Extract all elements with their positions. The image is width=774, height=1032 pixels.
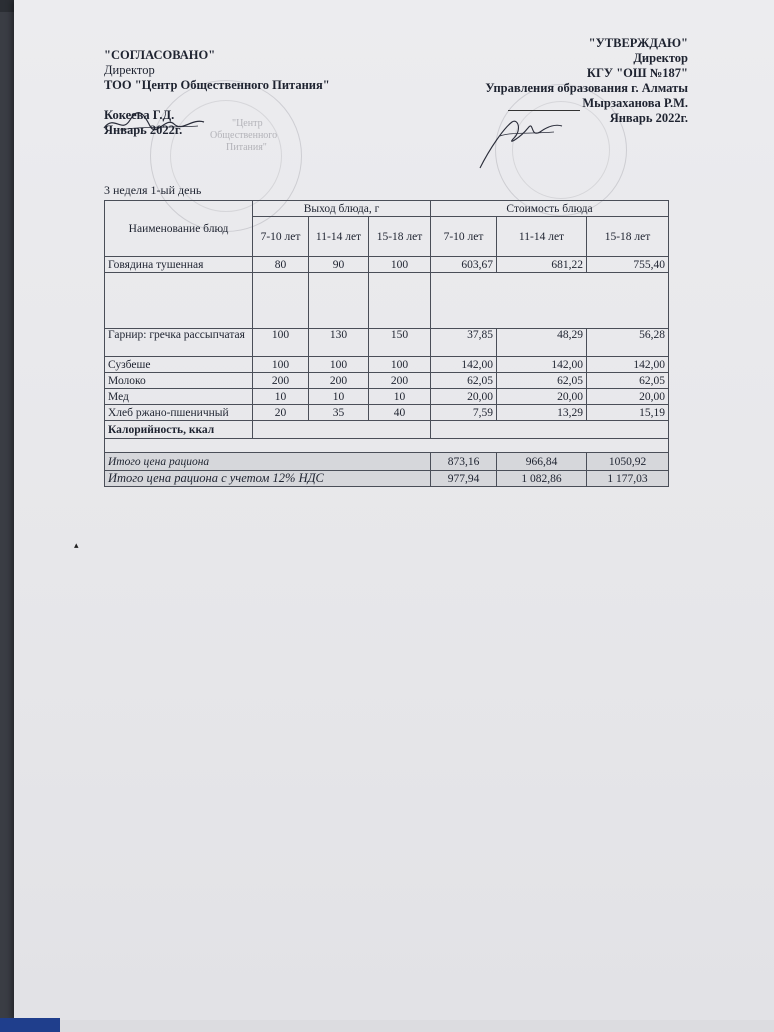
approval-left-date: Январь 2022г. <box>104 123 183 137</box>
total-vat-11-14: 1 082,86 <box>497 471 587 487</box>
total-7-10: 873,16 <box>431 453 497 471</box>
approval-left-block <box>104 48 330 138</box>
yield-15-18: 150 <box>369 329 431 357</box>
yield-7-10: 10 <box>253 389 309 405</box>
approval-right-signer: Мырзаханова Р.М. <box>582 96 688 110</box>
table-header-row <box>105 201 669 217</box>
yield-7-10: 200 <box>253 373 309 389</box>
dish-name: Сузбеше <box>105 357 253 373</box>
yield-11-14: 200 <box>309 373 369 389</box>
approval-left-title: "СОГЛАСОВАНО" <box>104 48 216 62</box>
yield-7-10: 100 <box>253 329 309 357</box>
yield-15-18: 100 <box>369 357 431 373</box>
table-row <box>105 373 669 389</box>
signature-line <box>508 98 580 111</box>
table-row <box>105 357 669 373</box>
dish-name: Мед <box>105 389 253 405</box>
dish-name: Говядина тушенная <box>105 257 253 273</box>
approval-right-org: КГУ "ОШ №187" <box>586 66 688 80</box>
cost-15-18: 56,28 <box>587 329 669 357</box>
table-row <box>105 389 669 405</box>
total-11-14: 966,84 <box>497 453 587 471</box>
cost-15-18: 62,05 <box>587 373 669 389</box>
calories-row <box>105 421 669 439</box>
yield-15-18: 40 <box>369 405 431 421</box>
document-page <box>14 0 774 1020</box>
spacer-row <box>105 439 669 453</box>
header-yield-11-14: 11-14 лет <box>309 217 369 257</box>
cost-11-14: 62,05 <box>497 373 587 389</box>
cost-15-18: 20,00 <box>587 389 669 405</box>
yield-15-18: 100 <box>369 257 431 273</box>
yield-7-10: 80 <box>253 257 309 273</box>
yield-11-14: 130 <box>309 329 369 357</box>
yield-15-18: 200 <box>369 373 431 389</box>
yield-11-14: 35 <box>309 405 369 421</box>
total-vat-label: Итого цена рациона с учетом 12% НДС <box>105 471 431 487</box>
pen-mark: ▴ <box>74 540 79 550</box>
cost-11-14: 13,29 <box>497 405 587 421</box>
table-row-blank <box>105 273 669 329</box>
week-day-label: 3 неделя 1-ый день <box>104 183 202 197</box>
total-vat-7-10: 977,94 <box>431 471 497 487</box>
table-row <box>105 257 669 273</box>
cost-15-18: 755,40 <box>587 257 669 273</box>
dish-name: Хлеб ржано-пшеничный <box>105 405 253 421</box>
stamp-left-text-1: "Центр <box>232 118 263 129</box>
yield-11-14: 10 <box>309 389 369 405</box>
header-cost-7-10: 7-10 лет <box>431 217 497 257</box>
dish-name: Молоко <box>105 373 253 389</box>
header-yield-group: Выход блюда, г <box>253 201 431 217</box>
cost-7-10: 62,05 <box>431 373 497 389</box>
cost-7-10: 142,00 <box>431 357 497 373</box>
table-row <box>105 329 669 357</box>
desk-edge <box>0 1018 60 1032</box>
approval-left-org: ТОО "Центр Общественного Питания" <box>104 78 330 92</box>
total-label: Итого цена рациона <box>105 453 431 471</box>
yield-7-10: 20 <box>253 405 309 421</box>
header-yield-15-18: 15-18 лет <box>369 217 431 257</box>
total-15-18: 1050,92 <box>587 453 669 471</box>
menu-table <box>104 200 669 487</box>
cost-7-10: 20,00 <box>431 389 497 405</box>
yield-15-18: 10 <box>369 389 431 405</box>
calories-label: Калорийность, ккал <box>105 421 253 439</box>
yield-11-14: 100 <box>309 357 369 373</box>
approval-right-position: Директор <box>633 51 688 65</box>
stamp-left-text-2: Общественного <box>210 130 278 141</box>
dish-name: Гарнир: гречка рассыпчатая <box>105 329 253 357</box>
cost-7-10: 7,59 <box>431 405 497 421</box>
total-row <box>105 453 669 471</box>
header-yield-7-10: 7-10 лет <box>253 217 309 257</box>
approval-right-title: "УТВЕРЖДАЮ" <box>588 36 688 50</box>
approval-left-signer: Кокеева Г.Д. <box>104 108 175 122</box>
table-row <box>105 405 669 421</box>
header-dish-name: Наименование блюд <box>105 201 253 257</box>
cost-11-14: 48,29 <box>497 329 587 357</box>
header-cost-15-18: 15-18 лет <box>587 217 669 257</box>
cost-11-14: 20,00 <box>497 389 587 405</box>
cost-11-14: 681,22 <box>497 257 587 273</box>
cost-7-10: 37,85 <box>431 329 497 357</box>
cost-7-10: 603,67 <box>431 257 497 273</box>
page-edge <box>14 1020 774 1032</box>
yield-7-10: 100 <box>253 357 309 373</box>
total-vat-row <box>105 471 669 487</box>
total-vat-15-18: 1 177,03 <box>587 471 669 487</box>
header-cost-group: Стоимость блюда <box>431 201 669 217</box>
stamp-left-text-3: Питания" <box>226 142 267 153</box>
cost-11-14: 142,00 <box>497 357 587 373</box>
approval-right-dept: Управления образования г. Алматы <box>485 81 688 95</box>
cost-15-18: 142,00 <box>587 357 669 373</box>
header-cost-11-14: 11-14 лет <box>497 217 587 257</box>
approval-right-block <box>485 36 688 126</box>
approval-right-date: Январь 2022г. <box>609 111 688 125</box>
yield-11-14: 90 <box>309 257 369 273</box>
approval-left-position: Директор <box>104 63 155 77</box>
cost-15-18: 15,19 <box>587 405 669 421</box>
